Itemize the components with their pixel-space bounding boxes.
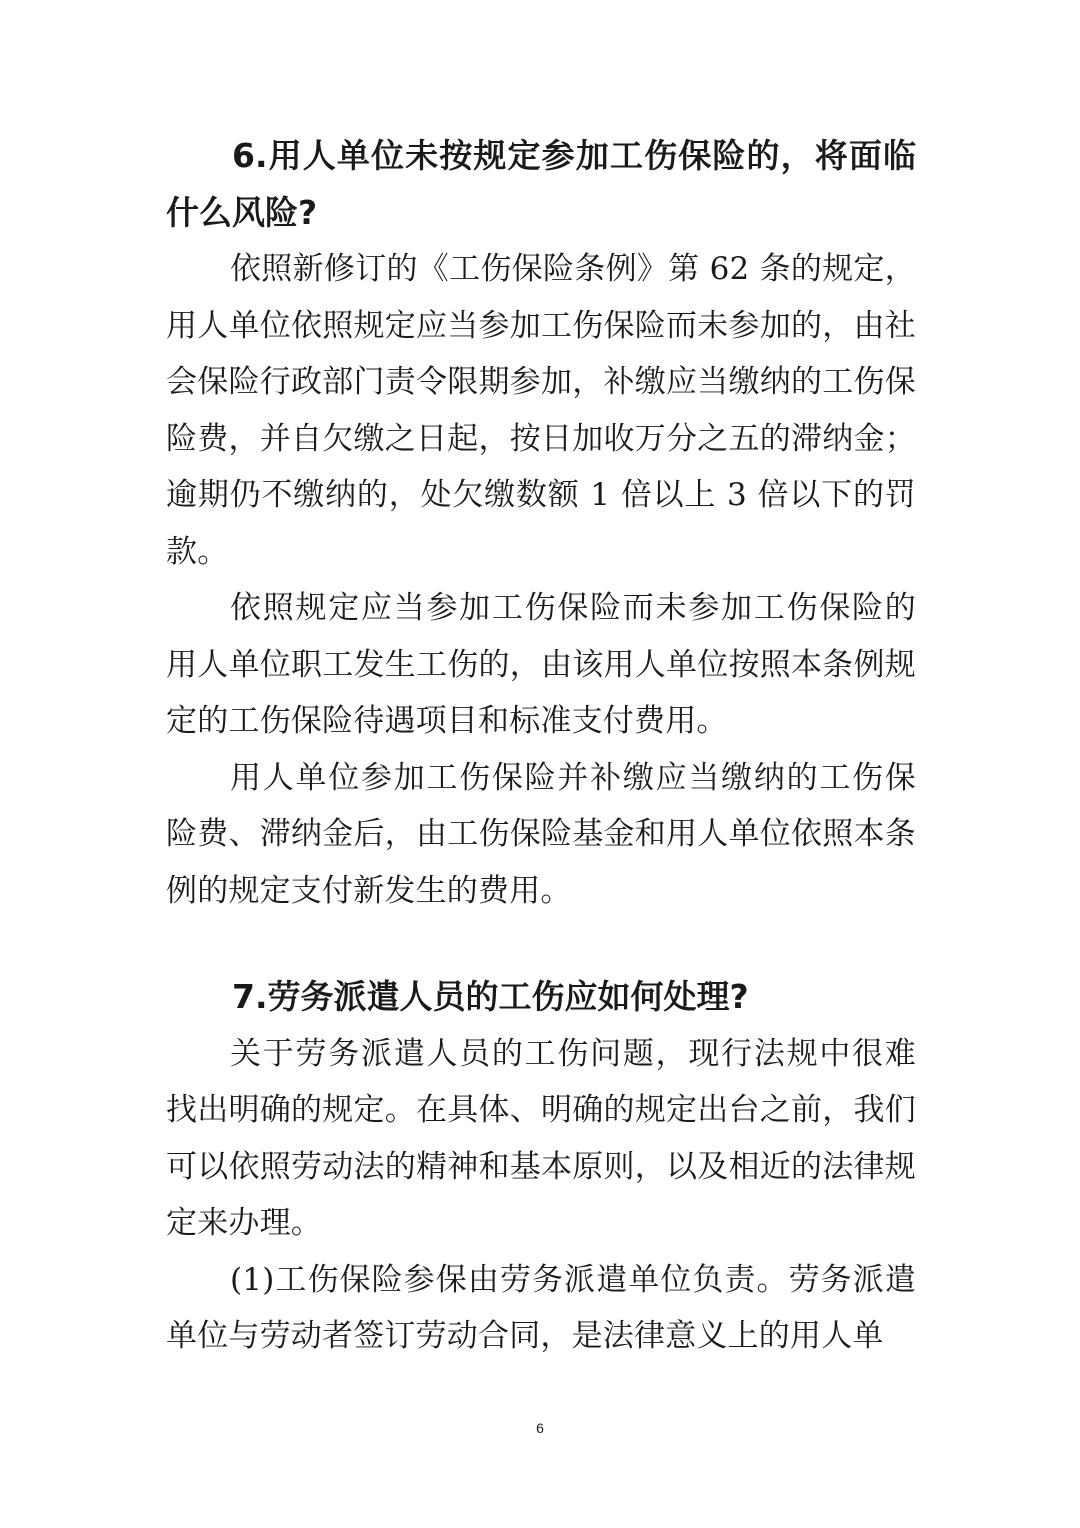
body-paragraph: 用人单位参加工伤保险并补缴应当缴纳的工伤保险费、滞纳金后，由工伤保险基金和用人单位依照本条例的规定支付新发生的费用。 xyxy=(166,759,916,909)
section-6 xyxy=(166,128,916,919)
page-number: 6 xyxy=(536,1420,544,1436)
document-page xyxy=(166,128,916,1365)
body-paragraph: 关于劳务派遣人员的工伤问题，现行法规中很难找出明确的规定。在具体、明确的规定出台之前，我们可以依照劳动法的精神和基本原则，以及相近的法律规定来办理。 xyxy=(166,1035,916,1241)
body-paragraph: 依照规定应当参加工伤保险而未参加工伤保险的用人单位职工发生工伤的，由该用人单位按照本条例规定的工伤保险待遇项目和标准支付费用。 xyxy=(166,590,916,739)
body-paragraph: (1)工伤保险参保由劳务派遣单位负责。劳务派遣单位与劳动者签订劳动合同，是法律意义上的用人单 xyxy=(166,1261,916,1354)
section-7 xyxy=(166,969,916,1365)
section-heading: 7.劳务派遣人员的工伤应如何处理? xyxy=(232,977,749,1016)
section-spacer xyxy=(166,919,916,969)
body-paragraph: 依照新修订的《工伤保险条例》第 62 条的规定，用人单位依照规定应当参加工伤保险而未参加的，由社会保险行政部门责令限期参加，补缴应当缴纳的工伤保险费，并自欠缴之日起，按日加收万分之五的滞纳金；逾期仍不缴纳的，处欠缴数额 1 倍以上 3 倍以下的罚款。 xyxy=(166,251,916,570)
section-heading: 6.用人单位未按规定参加工伤保险的，将面临什么风险? xyxy=(166,136,916,232)
